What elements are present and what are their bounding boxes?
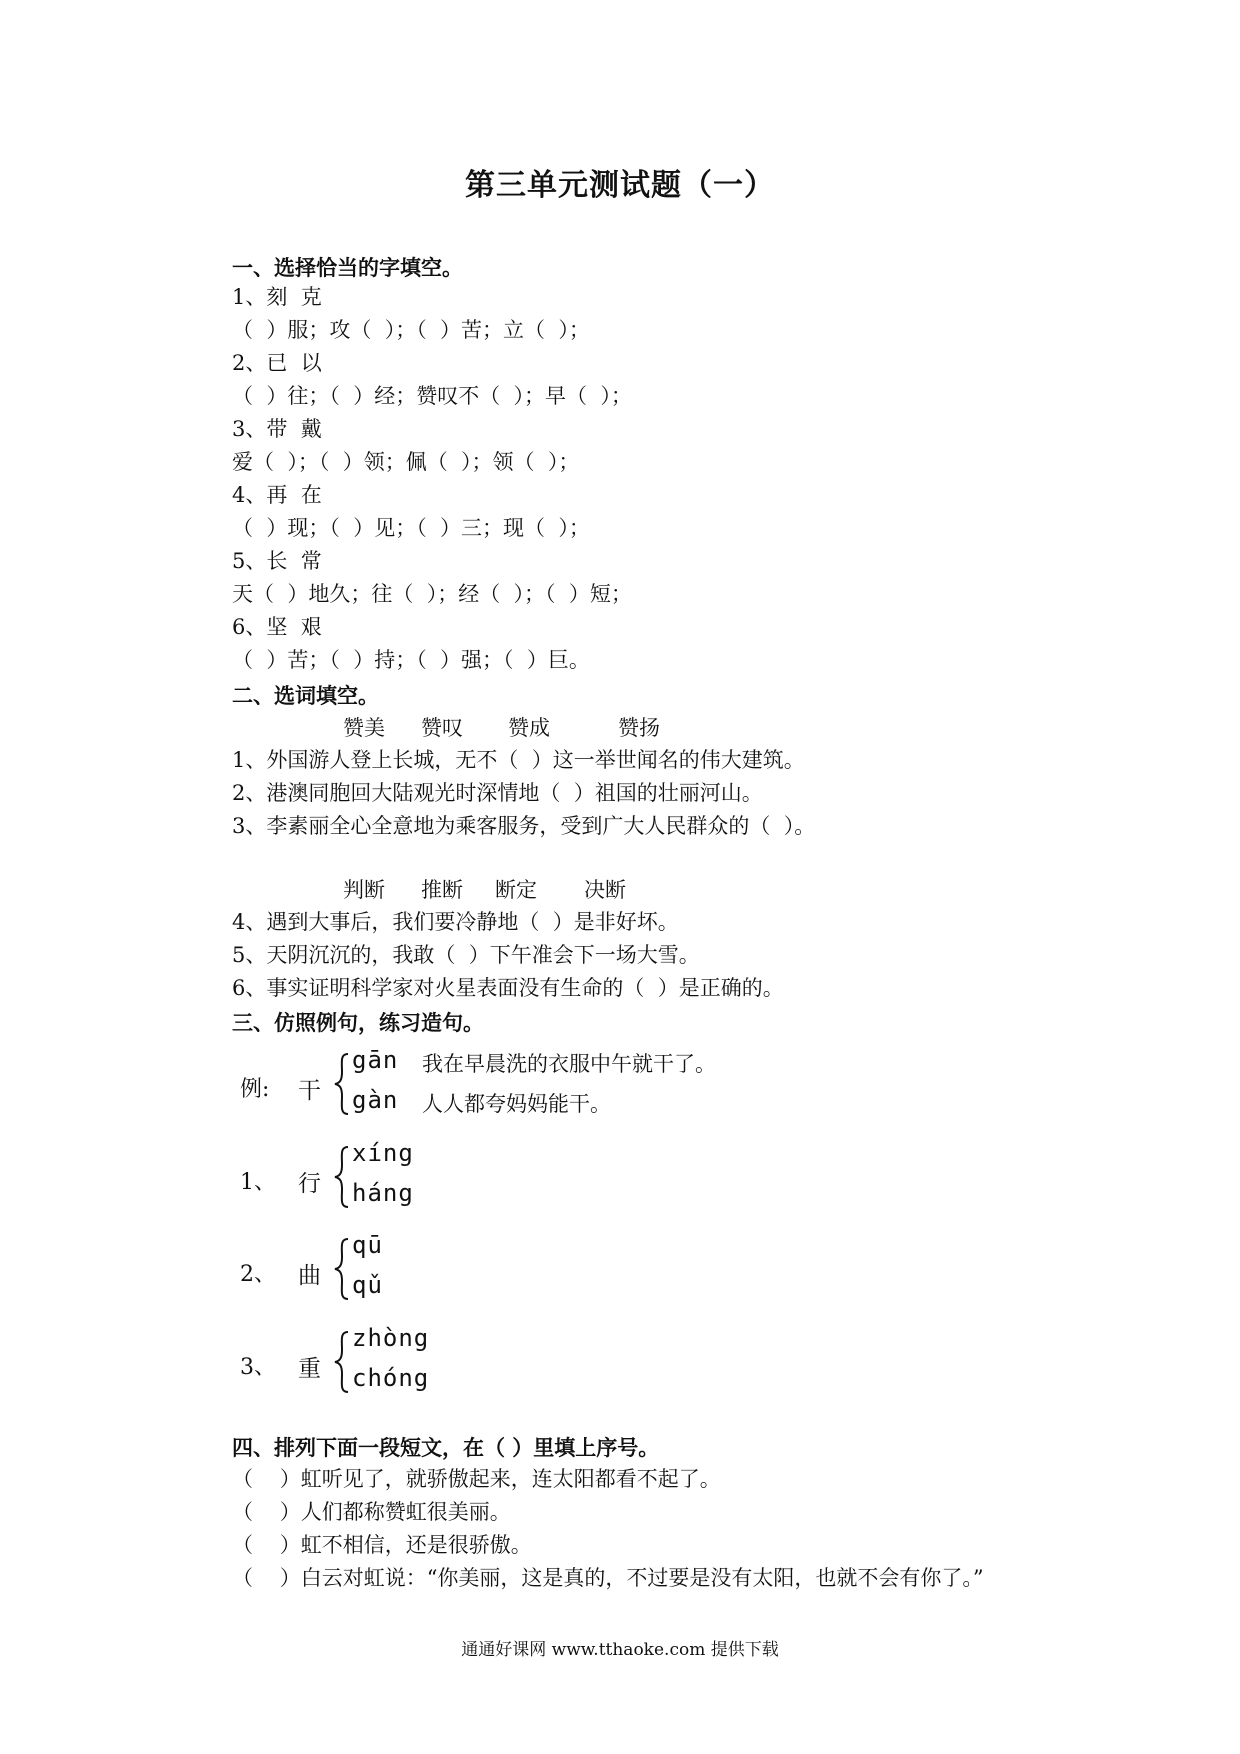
polyphone-char: 重 [298,1356,321,1382]
polyphone-example [232,1046,932,1122]
s2-sentence-3: 3、李素丽全心全意地为乘客服务，受到广大人民群众的（ ）。 [232,814,816,838]
item-label: 3、 [240,1355,276,1380]
polyphone-char: 干 [298,1078,321,1104]
s1-item-5-blanks: 天（ ）地久；往（ ）；经（ ）；（ ）短； [232,582,632,606]
s1-item-2-blanks: （ ）往；（ ）经；赞叹不（ ）；早（ ）； [232,384,632,408]
polyphone-char: 曲 [298,1263,321,1289]
s1-item-1-blanks: （ ）服；攻（ ）；（ ）苦；立（ ）； [232,318,590,342]
s4-line-1: （ ）虹听见了，就骄傲起来，连太阳都看不起了。 [232,1467,721,1491]
left-brace-icon [332,1330,352,1394]
word-bank-2-word: 断定 [495,878,537,902]
s1-item-2-chars: 2、已 以 [232,351,322,375]
word-bank-2-word: 推断 [421,878,463,902]
pinyin-bottom: háng [352,1179,414,1207]
s1-item-6-blanks: （ ）苦；（ ）持；（ ）强；（ ）巨。 [232,648,590,672]
s1-item-3-chars: 3、带 戴 [232,417,322,441]
s4-line-4: （ ）白云对虹说：“你美丽，这是真的，不过要是没有太阳，也就不会有你了。” [232,1566,984,1590]
section-3-heading: 三、仿照例句，练习造句。 [232,1011,484,1035]
word-bank-1-word: 赞美 [343,716,385,740]
s2-sentence-1: 1、外国游人登上长城，无不（ ）这一举世闻名的伟大建筑。 [232,748,805,772]
pinyin-bottom: chóng [352,1364,430,1392]
s1-item-4-chars: 4、再 在 [232,483,322,507]
s1-item-6-chars: 6、坚 艰 [232,615,322,639]
section-2-heading: 二、选词填空。 [232,684,379,708]
s2-sentence-2: 2、港澳同胞回大陆观光时深情地（ ）祖国的壮丽河山。 [232,781,763,805]
word-bank-2 [0,874,1240,904]
pinyin-bottom: gàn [352,1086,399,1114]
page-footer: 通通好课网 www.tthaoke.com 提供下载 [461,1640,779,1660]
word-bank-1-word: 赞叹 [421,716,463,740]
polyphone-item-1 [232,1139,932,1215]
s2-sentence-4: 4、遇到大事后，我们要冷静地（ ）是非好坏。 [232,910,679,934]
section-1-heading: 一、选择恰当的字填空。 [232,256,463,280]
pinyin-bottom: qǔ [352,1271,383,1299]
pinyin-top: gān [352,1046,399,1074]
s1-item-3-blanks: 爱（ ）；（ ）领；佩（ ）；领（ ）； [232,450,580,474]
pinyin-top: qū [352,1231,383,1259]
word-bank-1 [0,712,1240,742]
polyphone-item-3 [232,1324,932,1400]
left-brace-icon [332,1237,352,1301]
s1-item-4-blanks: （ ）现；（ ）见；（ ）三；现（ ）； [232,516,590,540]
s2-sentence-5: 5、天阴沉沉的，我敢（ ）下午准会下一场大雪。 [232,943,700,967]
pinyin-top: zhòng [352,1324,430,1352]
s4-line-2: （ ）人们都称赞虹很美丽。 [232,1500,511,1524]
s2-sentence-6: 6、事实证明科学家对火星表面没有生命的（ ）是正确的。 [232,976,784,1000]
pinyin-top: xíng [352,1139,414,1167]
s4-line-3: （ ）虹不相信，还是很骄傲。 [232,1533,532,1557]
left-brace-icon [332,1052,352,1116]
item-label: 2、 [240,1262,276,1287]
example-sentence-top: 我在早晨洗的衣服中午就干了。 [422,1052,716,1076]
polyphone-char: 行 [298,1171,321,1197]
example-label: 例: [240,1077,270,1102]
word-bank-1-word: 赞扬 [618,716,660,740]
word-bank-2-word: 决断 [584,878,626,902]
word-bank-2-word: 判断 [343,878,385,902]
s1-item-1-chars: 1、刻 克 [232,285,322,309]
example-sentence-bottom: 人人都夸妈妈能干。 [422,1092,611,1116]
word-bank-1-word: 赞成 [508,716,550,740]
polyphone-item-2 [232,1231,932,1307]
s1-item-5-chars: 5、长 常 [232,549,322,573]
section-4-heading: 四、排列下面一段短文，在（ ）里填上序号。 [232,1436,660,1460]
left-brace-icon [332,1145,352,1209]
item-label: 1、 [240,1170,276,1195]
page-title: 第三单元测试题（一） [465,168,775,203]
